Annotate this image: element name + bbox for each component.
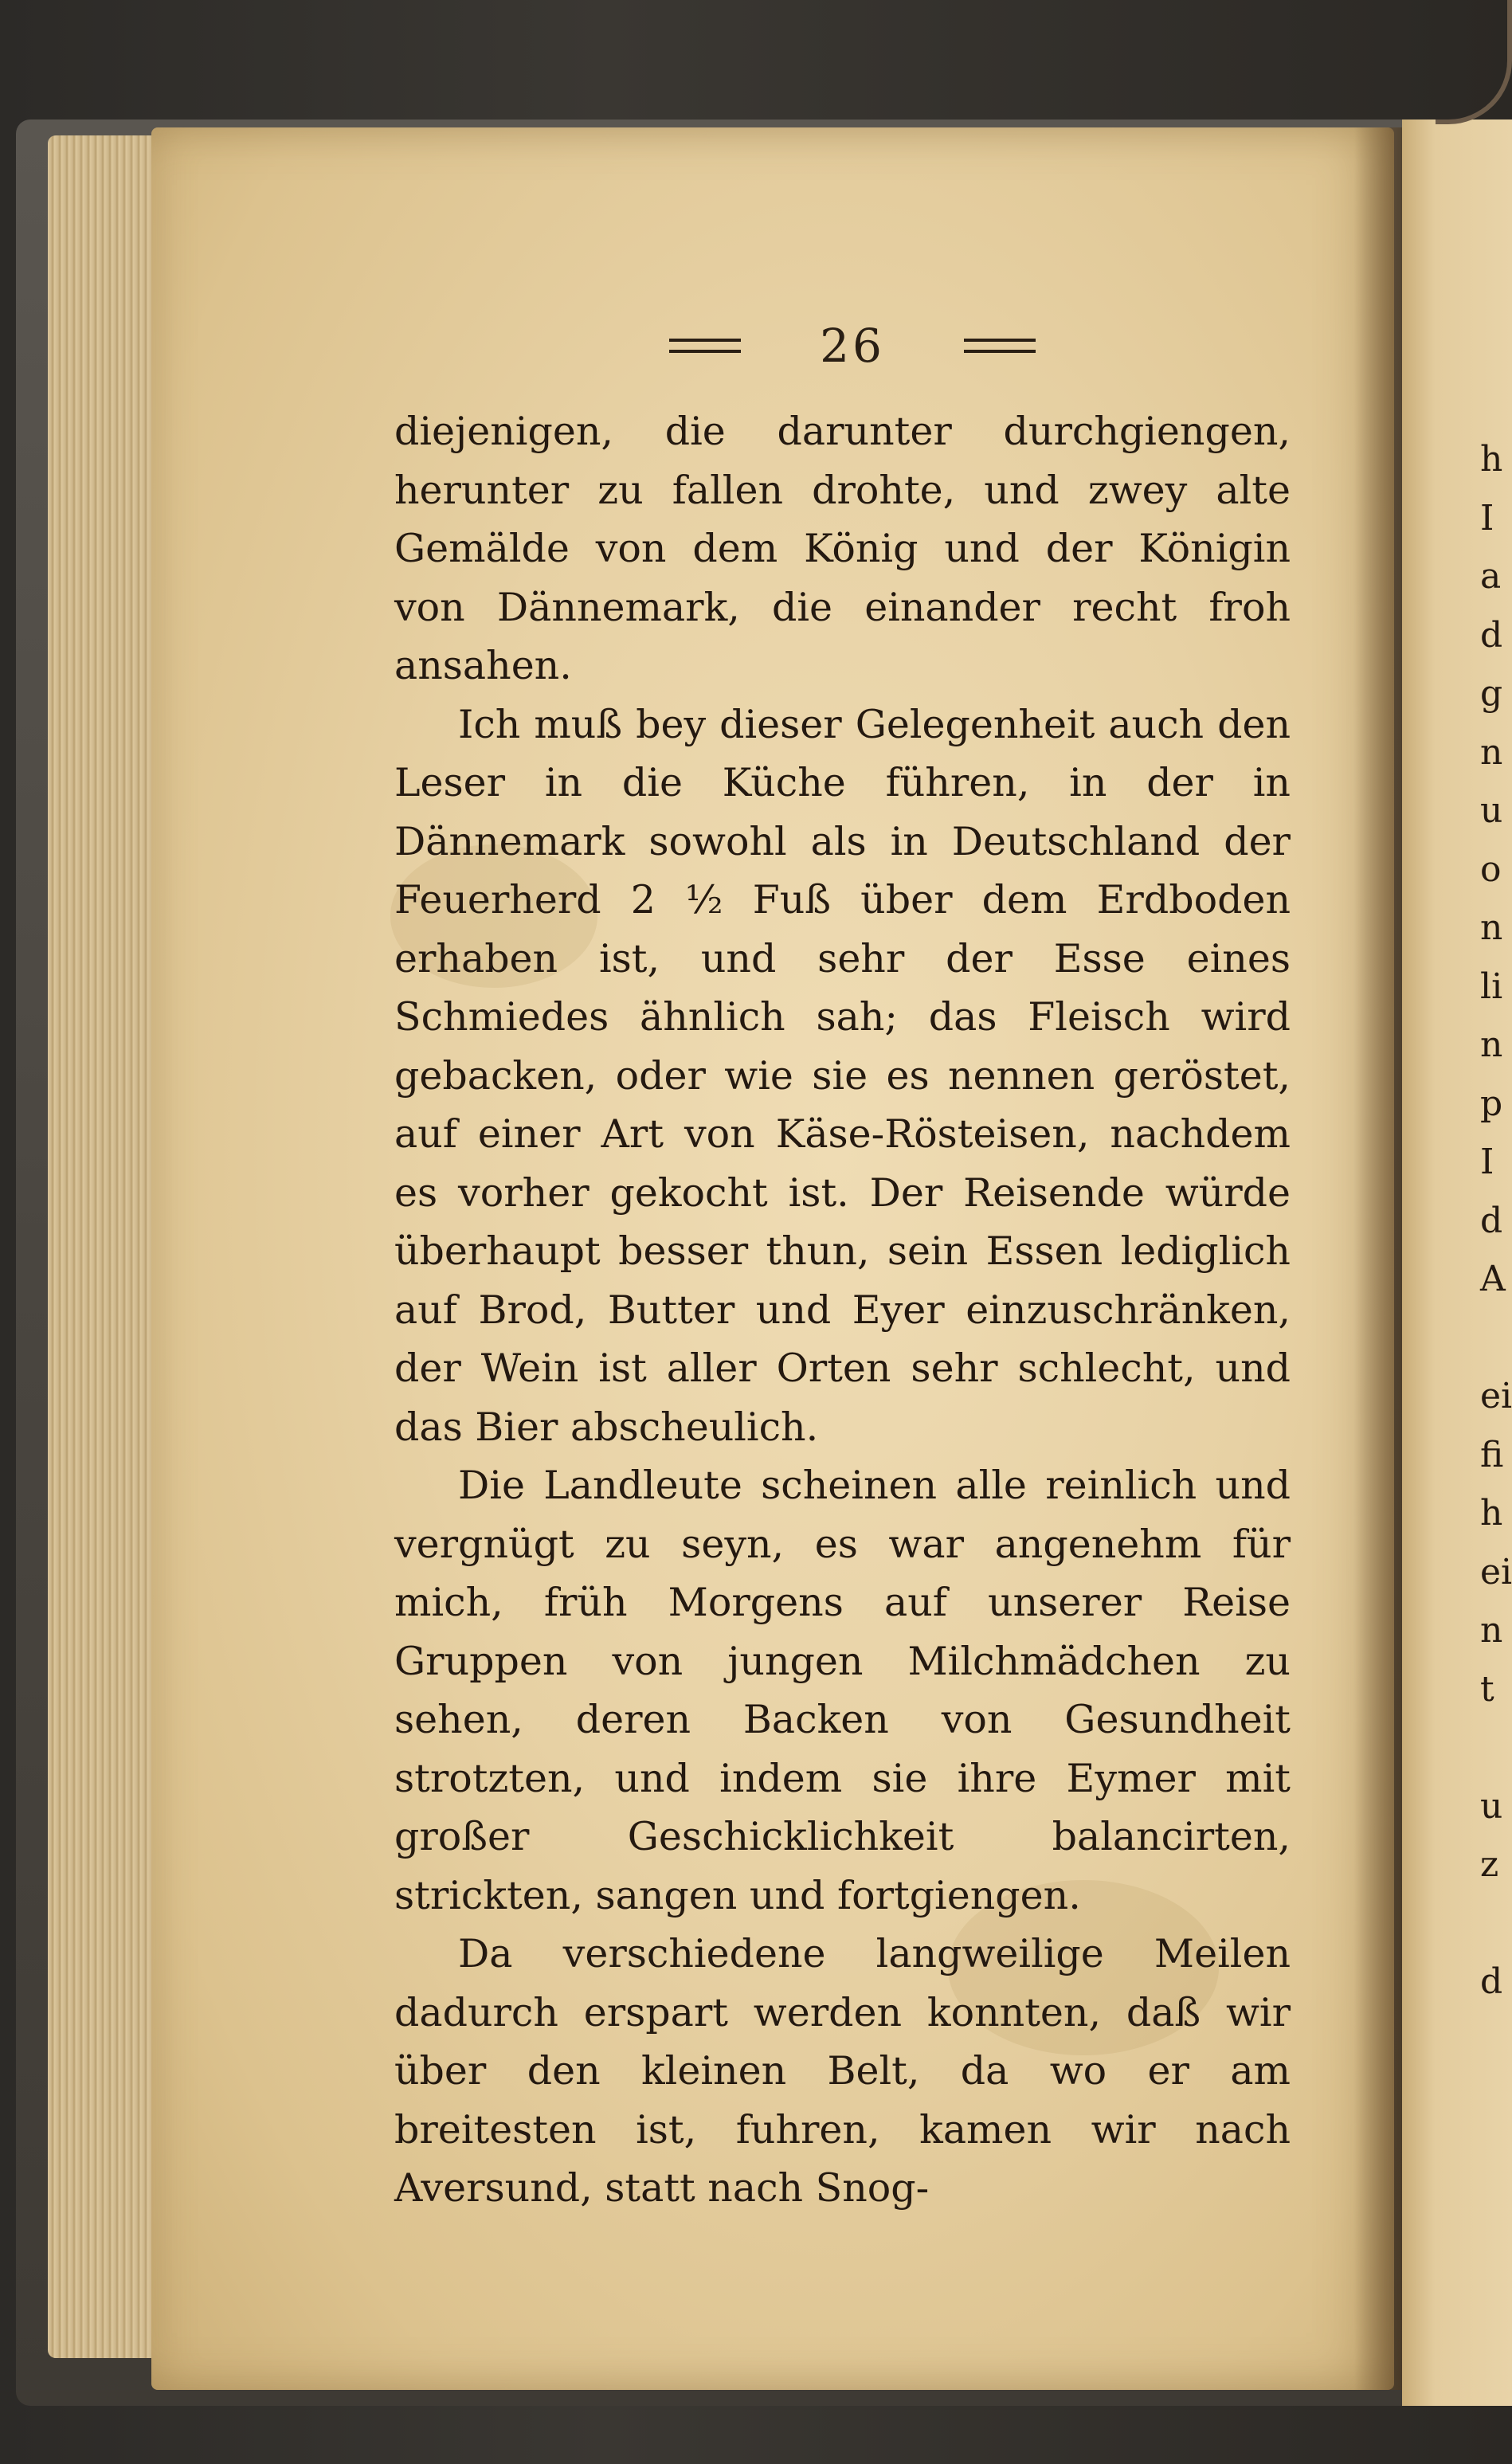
paragraph: diejenigen, die darunter durchgiengen, herunter zu fallen drohte, und zwey alte Gemälde von dem König und der Königin von Dännemark, die einander recht froh ansahen. xyxy=(394,409,1291,688)
page-number: 26 xyxy=(820,319,885,373)
margin-fragment: p xyxy=(1480,1083,1503,1124)
margin-fragment: n xyxy=(1480,731,1503,773)
margin-fragment: u xyxy=(1480,1785,1503,1827)
margin-fragment: u xyxy=(1480,790,1503,831)
page-header xyxy=(669,319,1036,373)
paragraph: Die Landleute scheinen alle reinlich und vergnügt zu seyn, es war angenehm für mich, früh Morgens auf unserer Reise Gruppen von jungen Milchmädchen zu sehen, deren Backen von Gesundheit strotzten, und indem sie ihre Eymer mit großer Geschicklichkeit balancirten, strickten, sangen und fortgiengen. xyxy=(394,1463,1291,1918)
header-rule-left xyxy=(669,339,741,353)
margin-fragment: I xyxy=(1480,497,1494,539)
margin-fragment: n xyxy=(1480,1610,1503,1651)
paragraph: Ich muß bey dieser Gelegenheit auch den Leser in die Küche führen, in der in Dännemark sowohl als in Deutschland der Feuerherd 2 ½ Fuß über dem Erdboden erhaben ist, und sehr der Esse eines Schmiedes ähnlich sah; das Fleisch wird gebacken, oder wie sie es nennen geröstet, auf einer Art von Käse-Rösteisen, nachdem es vorher gekocht ist. Der Reisende würde überhaupt besser thun, sein Essen lediglich auf Brod, Butter und Eyer einzuschränken, der Wein ist aller Orten sehr schlecht, und das Bier abscheulich. xyxy=(394,701,1291,1450)
margin-fragment: g xyxy=(1480,673,1503,714)
header-rule-right xyxy=(964,339,1036,353)
margin-fragment: d xyxy=(1480,614,1503,656)
margin-fragment: fi xyxy=(1480,1434,1504,1475)
margin-fragment: ei xyxy=(1480,1551,1512,1592)
margin-fragment: li xyxy=(1480,966,1503,1007)
margin-fragment xyxy=(1480,1718,1512,1777)
margin-fragment: o xyxy=(1480,848,1502,890)
margin-fragment: I xyxy=(1480,1142,1494,1182)
margin-fragment: d xyxy=(1480,1961,1503,2002)
right-page-fragments xyxy=(1480,430,1512,2012)
margin-fragment: A xyxy=(1480,1259,1506,1299)
margin-fragment: n xyxy=(1480,1024,1503,1065)
margin-fragment: h xyxy=(1480,1493,1503,1534)
margin-fragment: a xyxy=(1480,556,1502,597)
margin-fragment: n xyxy=(1480,907,1503,948)
margin-fragment: z xyxy=(1480,1844,1499,1885)
margin-fragment xyxy=(1480,1309,1512,1368)
paragraph: Da verschiedene langweilige Meilen dadurch erspart werden konnten, daß wir über den kleinen Belt, da wo er am breitesten ist, fuhren, kamen wir nach Aversund, statt nach Snog- xyxy=(394,1931,1291,2211)
margin-fragment: t xyxy=(1480,1668,1494,1710)
margin-fragment: ei xyxy=(1480,1376,1512,1416)
margin-fragment xyxy=(1480,1894,1512,1953)
margin-fragment: d xyxy=(1480,1200,1503,1241)
body-text xyxy=(394,402,1291,2218)
ribbon-marker xyxy=(1436,0,1512,124)
margin-fragment: h xyxy=(1480,439,1503,480)
